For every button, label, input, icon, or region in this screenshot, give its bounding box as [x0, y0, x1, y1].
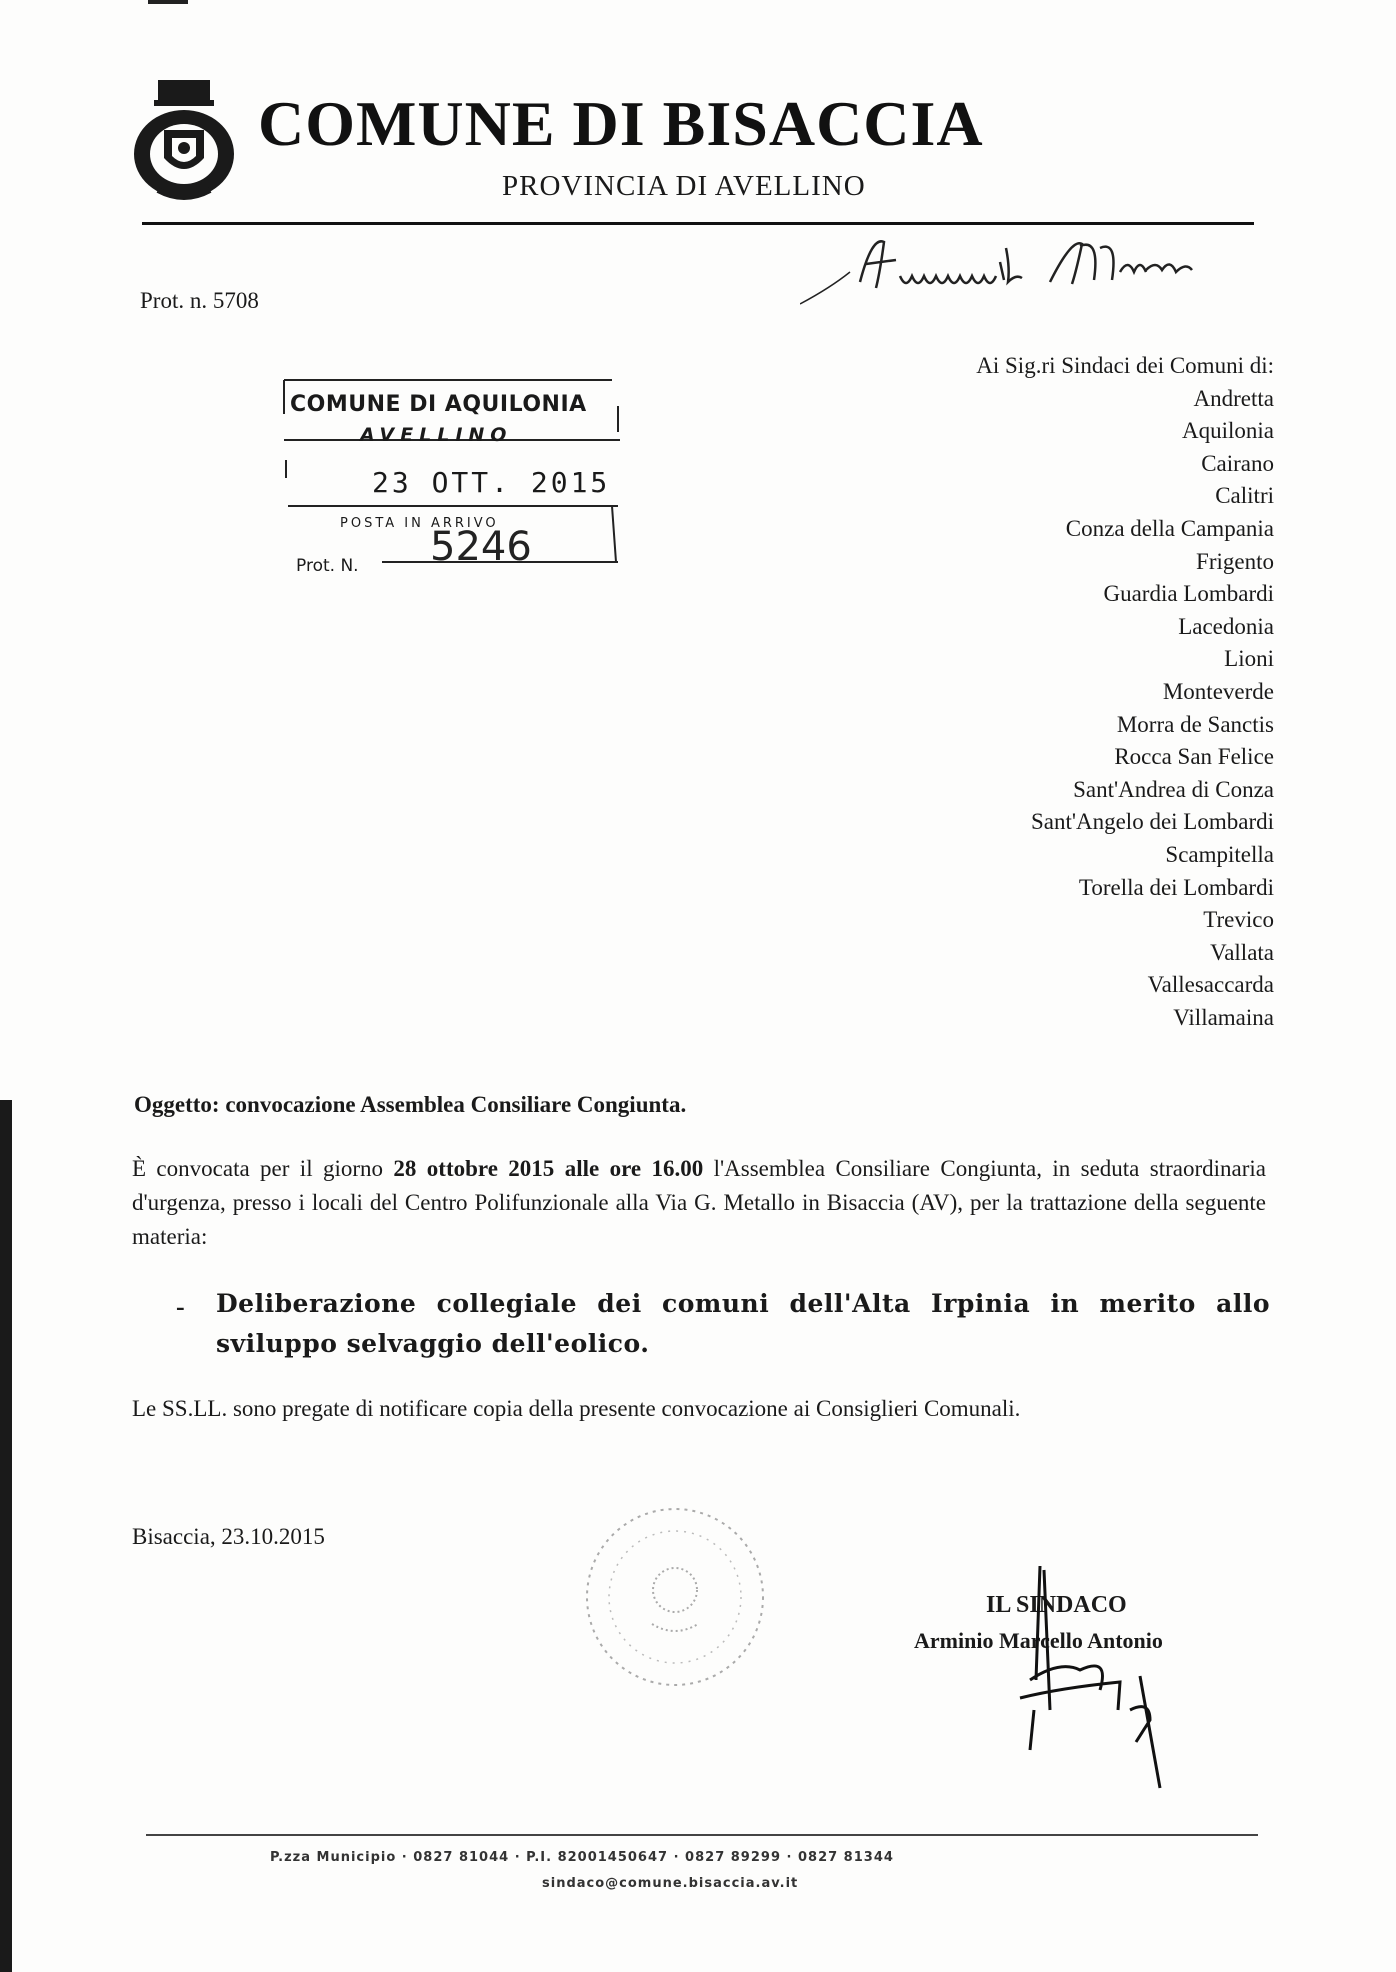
recipient-town: Villamaina: [1173, 1004, 1274, 1030]
signatory-title: IL SINDACO: [986, 1592, 1127, 1618]
recipient-town: Lacedonia: [1178, 613, 1274, 639]
stamp-province: AVELLINO: [360, 424, 513, 446]
recipient-town: Frigento: [1196, 548, 1274, 574]
recipient-town: Vallesaccarda: [1147, 972, 1274, 998]
meeting-date: 28 ottobre 2015 alle ore 16.00: [393, 1156, 704, 1181]
recipient-town: Conza della Campania: [1065, 515, 1274, 541]
official-seal-stamp: [582, 1504, 768, 1690]
recipients-list: [976, 383, 1274, 1035]
scan-edge-top: [148, 0, 188, 4]
stamp-office-name: COMUNE DI AQUILONIA: [290, 392, 587, 417]
paragraph-intro: È convocata per il giorno: [132, 1156, 394, 1181]
paragraph-rest: l'Assemblea Consiliare Congiunta, in seduta straordinaria d'urgenza, presso i locali del Centro Polifunzionale alla Via G. Metallo in Bisaccia (AV), per la trattazione della seguente materia:: [132, 1156, 1266, 1249]
recipients-block: [976, 350, 1274, 1034]
recipient-town: Monteverde: [1162, 678, 1274, 704]
recipient-town: Cairano: [1201, 450, 1274, 476]
stamp-incoming-mail: POSTA IN ARRIVO: [340, 516, 499, 531]
recipient-town: Morra de Sanctis: [1116, 711, 1274, 737]
stamp-protocol-label: Prot. N.: [296, 556, 359, 576]
recipient-town: Lioni: [1224, 646, 1274, 672]
handwritten-annotation: [800, 232, 1270, 322]
recipient-town: Trevico: [1203, 907, 1274, 933]
footer-divider: [146, 1834, 1258, 1836]
recipient-town: Guardia Lombardi: [1103, 581, 1274, 607]
place-and-date: Bisaccia, 23.10.2015: [132, 1524, 325, 1549]
notification-request: Le SS.LL. sono pregate di notificare copia della presente convocazione ai Consiglieri Comunali.: [132, 1396, 1021, 1421]
handwritten-signature: [1000, 1560, 1180, 1790]
recipient-town: Aquilonia: [1182, 418, 1274, 444]
footer-contacts: P.zza Municipio · 0827 81044 · P.I. 82001450647 · 0827 89299 · 0827 81344: [270, 1850, 894, 1865]
stamp-protocol-number: 5246: [430, 524, 532, 570]
page-subtitle: PROVINCIA DI AVELLINO: [502, 170, 866, 202]
signatory-name: Arminio Marcello Antonio: [914, 1628, 1163, 1653]
agenda-item: Deliberazione collegiale dei comuni dell'Alta Irpinia in merito allo sviluppo selvaggio dell'eolico.: [216, 1289, 1270, 1358]
coat-of-arms-icon: [128, 78, 240, 206]
letter-subject: Oggetto: convocazione Assemblea Consiliare Congiunta.: [134, 1092, 687, 1117]
recipient-town: Scampitella: [1165, 841, 1274, 867]
recipient-town: Sant'Andrea di Conza: [1073, 776, 1274, 802]
recipient-town: Torella dei Lombardi: [1078, 874, 1274, 900]
bullet-marker: -: [176, 1292, 185, 1321]
scan-edge-left: [0, 1100, 12, 1972]
protocol-number: Prot. n. 5708: [140, 288, 259, 313]
recipient-town: Andretta: [1193, 385, 1274, 411]
recipient-town: Calitri: [1215, 483, 1274, 509]
recipient-town: Sant'Angelo dei Lombardi: [1030, 809, 1274, 835]
page-title: COMUNE DI BISACCIA: [258, 88, 984, 159]
stamp-date: 23 OTT. 2015: [372, 466, 611, 499]
recipient-town: Vallata: [1210, 939, 1274, 965]
recipient-town: Rocca San Felice: [1114, 744, 1274, 770]
footer-email: sindaco@comune.bisaccia.av.it: [542, 1876, 799, 1891]
recipients-heading: Ai Sig.ri Sindaci dei Comuni di:: [976, 353, 1274, 378]
header-divider: [142, 222, 1254, 225]
letter-paragraph: [132, 1152, 1266, 1254]
